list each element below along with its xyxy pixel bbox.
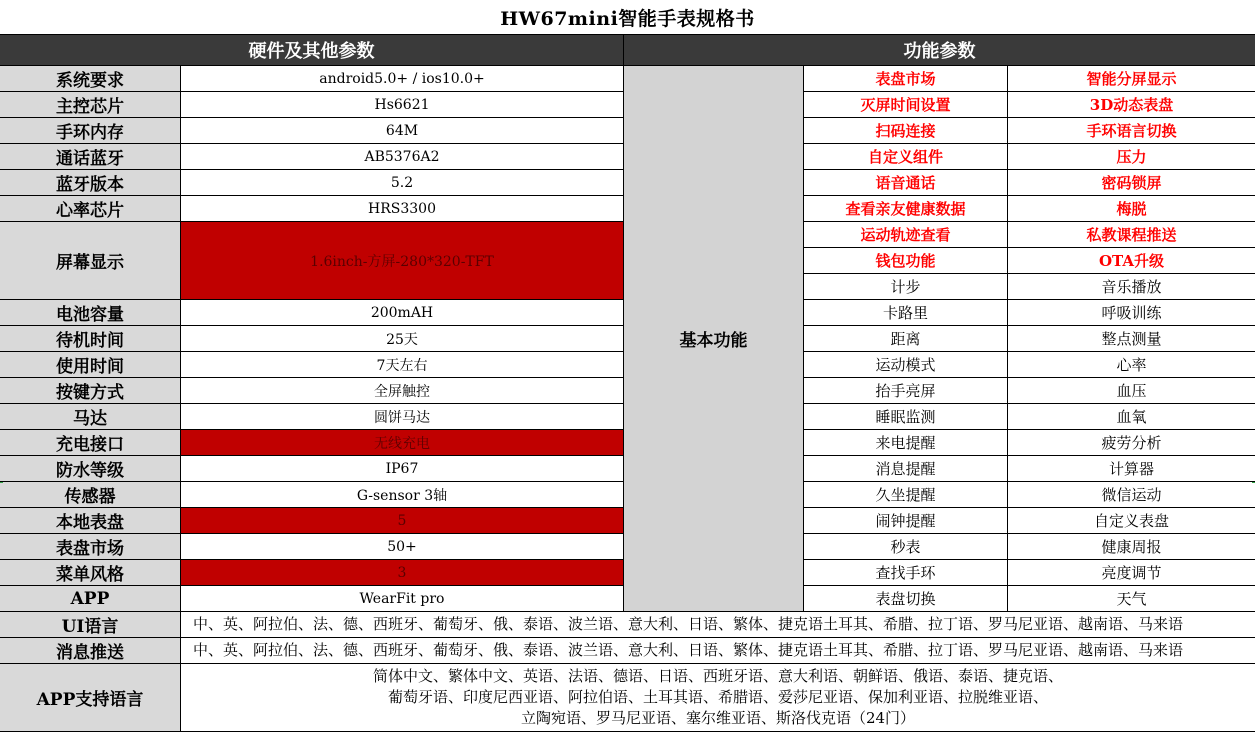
spec-label: 主控芯片 <box>0 92 181 118</box>
spec-label: 马达 <box>0 404 181 430</box>
spec-value: IP67 <box>181 456 624 482</box>
feature-item: 查找手环 <box>804 560 1008 586</box>
feature-item: 智能分屏显示 <box>1008 66 1255 92</box>
feature-item: 距离 <box>804 326 1008 352</box>
spec-value: 64M <box>181 118 624 144</box>
feature-item: 亮度调节 <box>1008 560 1255 586</box>
feature-item: 3D动态表盘 <box>1008 92 1255 118</box>
feature-item: 血氧 <box>1008 404 1255 430</box>
spec-value: 200mAH <box>181 300 624 326</box>
function-section-header: 功能参数 <box>624 35 1255 66</box>
feature-item: 计步 <box>804 274 1008 300</box>
spec-label: 充电接口 <box>0 430 181 456</box>
ui-language-label: UI语言 <box>0 612 181 638</box>
basic-function-label: 基本功能 <box>624 66 804 612</box>
spec-label: 通话蓝牙 <box>0 144 181 170</box>
feature-item: 睡眠监测 <box>804 404 1008 430</box>
spec-label: 传感器 <box>0 482 181 508</box>
spec-label: 电池容量 <box>0 300 181 326</box>
message-push-label: 消息推送 <box>0 638 181 664</box>
app-language-line: 葡萄牙语、印度尼西亚语、阿拉伯语、土耳其语、希腊语、爱莎尼亚语、保加利亚语、拉脱维亚语、 <box>387 688 1048 706</box>
app-language-line: 立陶宛语、罗马尼亚语、塞尔维亚语、斯洛伐克语（24门） <box>520 709 916 727</box>
feature-item: 运动模式 <box>804 352 1008 378</box>
feature-item: 音乐播放 <box>1008 274 1255 300</box>
feature-item: 整点测量 <box>1008 326 1255 352</box>
spec-label: 蓝牙版本 <box>0 170 181 196</box>
spec-value: 50+ <box>181 534 624 560</box>
spec-value: 25天 <box>181 326 624 352</box>
spec-label: 防水等级 <box>0 456 181 482</box>
spec-value: Hs6621 <box>181 92 624 118</box>
feature-item: 运动轨迹查看 <box>804 222 1008 248</box>
feature-item: 呼吸训练 <box>1008 300 1255 326</box>
feature-item: 表盘市场 <box>804 66 1008 92</box>
spec-value: 5 <box>181 508 624 534</box>
feature-item: 密码锁屏 <box>1008 170 1255 196</box>
spec-label: 菜单风格 <box>0 560 181 586</box>
app-language-value <box>181 664 1255 732</box>
feature-item: 扫码连接 <box>804 118 1008 144</box>
feature-item: 天气 <box>1008 586 1255 612</box>
feature-item: 秒表 <box>804 534 1008 560</box>
feature-item: 心率 <box>1008 352 1255 378</box>
spec-label: 本地表盘 <box>0 508 181 534</box>
feature-item: 久坐提醒 <box>804 482 1008 508</box>
row-resize-mark <box>0 482 3 483</box>
spec-value: AB5376A2 <box>181 144 624 170</box>
spec-value: 7天左右 <box>181 352 624 378</box>
feature-item: 查看亲友健康数据 <box>804 196 1008 222</box>
spec-label: 表盘市场 <box>0 534 181 560</box>
spec-value: 3 <box>181 560 624 586</box>
feature-item: 消息提醒 <box>804 456 1008 482</box>
spec-value: 圆饼马达 <box>181 404 624 430</box>
feature-item: 手环语言切换 <box>1008 118 1255 144</box>
feature-item: 表盘切换 <box>804 586 1008 612</box>
feature-item: 计算器 <box>1008 456 1255 482</box>
spec-label: 按键方式 <box>0 378 181 404</box>
spec-label: 使用时间 <box>0 352 181 378</box>
feature-item: 闹钟提醒 <box>804 508 1008 534</box>
feature-item: 自定义组件 <box>804 144 1008 170</box>
app-language-label: APP支持语言 <box>0 664 181 732</box>
spec-label: 心率芯片 <box>0 196 181 222</box>
spec-value: 1.6inch-方屏-280*320-TFT <box>181 222 624 300</box>
feature-item: 灭屏时间设置 <box>804 92 1008 118</box>
spec-value: 5.2 <box>181 170 624 196</box>
feature-item: 梅脱 <box>1008 196 1255 222</box>
feature-item: 压力 <box>1008 144 1255 170</box>
feature-item: 来电提醒 <box>804 430 1008 456</box>
feature-item: 微信运动 <box>1008 482 1255 508</box>
message-push-value: 中、英、阿拉伯、法、德、西班牙、葡萄牙、俄、泰语、波兰语、意大利、日语、繁体、捷克语土耳其、希腊、拉丁语、罗马尼亚语、越南语、马来语 <box>181 638 1255 664</box>
feature-item: 健康周报 <box>1008 534 1255 560</box>
spec-value: 全屏触控 <box>181 378 624 404</box>
spec-value: WearFit pro <box>181 586 624 612</box>
spec-label: 待机时间 <box>0 326 181 352</box>
app-language-line: 简体中文、繁体中文、英语、法语、德语、日语、西班牙语、意大利语、朝鲜语、俄语、泰语、捷克语、 <box>372 667 1063 685</box>
spec-value: android5.0+ / ios10.0+ <box>181 66 624 92</box>
spec-label: APP <box>0 586 181 612</box>
hardware-section-header: 硬件及其他参数 <box>0 35 624 66</box>
feature-item: OTA升级 <box>1008 248 1255 274</box>
spec-label: 系统要求 <box>0 66 181 92</box>
sheet-title: HW67mini智能手表规格书 <box>0 0 1255 35</box>
spec-label: 手环内存 <box>0 118 181 144</box>
feature-item: 抬手亮屏 <box>804 378 1008 404</box>
spec-value: G-sensor 3轴 <box>181 482 624 508</box>
feature-item: 钱包功能 <box>804 248 1008 274</box>
feature-item: 私教课程推送 <box>1008 222 1255 248</box>
feature-item: 疲劳分析 <box>1008 430 1255 456</box>
feature-item: 语音通话 <box>804 170 1008 196</box>
ui-language-value: 中、英、阿拉伯、法、德、西班牙、葡萄牙、俄、泰语、波兰语、意大利、日语、繁体、捷克语土耳其、希腊、拉丁语、罗马尼亚语、越南语、马来语 <box>181 612 1255 638</box>
feature-item: 自定义表盘 <box>1008 508 1255 534</box>
spec-label: 屏幕显示 <box>0 222 181 300</box>
feature-item: 卡路里 <box>804 300 1008 326</box>
spec-value: HRS3300 <box>181 196 624 222</box>
spec-value: 无线充电 <box>181 430 624 456</box>
feature-item: 血压 <box>1008 378 1255 404</box>
